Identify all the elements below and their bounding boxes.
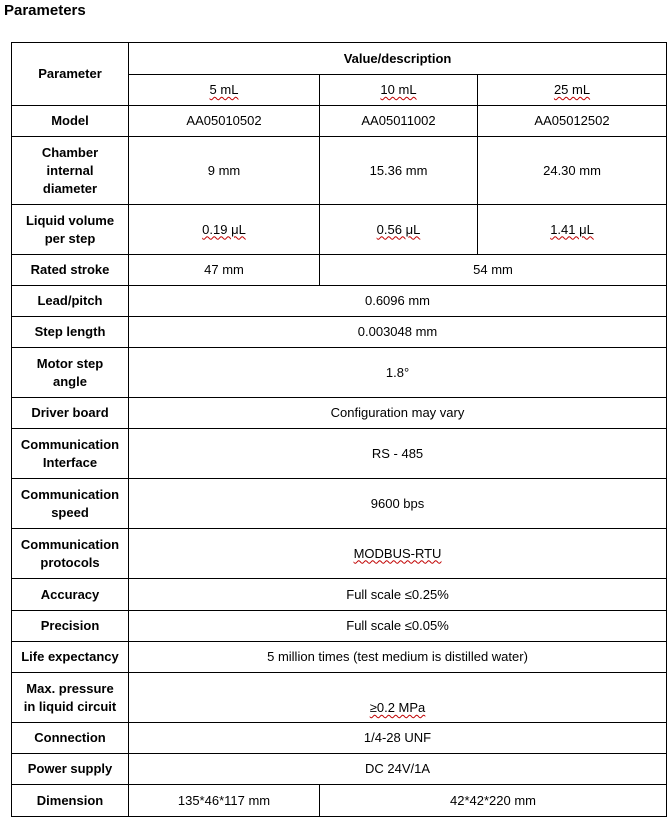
table-row (12, 785, 667, 817)
table-row (12, 286, 667, 317)
table-row (12, 529, 667, 579)
diameter-10ml: 15.36 mm (320, 137, 478, 205)
row-label-step-length: Step length (12, 317, 129, 348)
step-length-value: 0.003048 mm (129, 317, 667, 348)
table-row (12, 723, 667, 754)
stroke-5ml: 47 mm (129, 255, 320, 286)
label-line: Communication (20, 436, 120, 452)
dimension-10-25ml: 42*42*220 mm (320, 785, 667, 817)
pressure-value (129, 673, 667, 723)
model-25ml: AA05012502 (478, 106, 667, 137)
table-row (12, 205, 667, 255)
label-line: in liquid circuit (23, 698, 117, 714)
volume-25ml (478, 205, 667, 255)
row-label-precision: Precision (12, 611, 129, 642)
size-25ml-text: 25 mL (553, 82, 591, 97)
table-row (12, 429, 667, 479)
label-line: Communication (20, 486, 120, 502)
volume-5ml-text: 0.19 μL (202, 221, 246, 237)
table-row (12, 579, 667, 611)
row-label-pressure (12, 673, 129, 723)
label-line: Chamber (41, 144, 99, 160)
label-line: per step (44, 230, 96, 246)
row-label-accuracy: Accuracy (12, 579, 129, 611)
row-label-lead: Lead/pitch (12, 286, 129, 317)
label-line: Max. pressure (26, 680, 114, 696)
table-row (12, 317, 667, 348)
row-label-power: Power supply (12, 754, 129, 785)
interface-value: RS - 485 (129, 429, 667, 479)
size-5ml-text: 5 mL (209, 82, 239, 97)
size-header-25ml (478, 75, 667, 106)
label-line: angle (53, 373, 87, 389)
row-label-volume (12, 205, 129, 255)
diameter-5ml: 9 mm (129, 137, 320, 205)
table-row (12, 255, 667, 286)
protocols-value (129, 529, 667, 579)
lead-value: 0.6096 mm (129, 286, 667, 317)
dimension-5ml: 135*46*117 mm (129, 785, 320, 817)
speed-value: 9600 bps (129, 479, 667, 529)
row-label-driver: Driver board (12, 398, 129, 429)
label-line: Liquid volume (25, 212, 115, 228)
row-label-motor-angle (12, 348, 129, 398)
accuracy-value: Full scale ≤0.25% (129, 579, 667, 611)
header-row (12, 43, 667, 75)
row-label-dimension: Dimension (12, 785, 129, 817)
volume-5ml (129, 205, 320, 255)
motor-angle-value: 1.8° (129, 348, 667, 398)
label-line: Communication (20, 536, 120, 552)
table-row (12, 348, 667, 398)
connection-value: 1/4-28 UNF (129, 723, 667, 754)
table-row (12, 137, 667, 205)
volume-10ml-text: 0.56 μL (376, 221, 421, 237)
row-label-speed (12, 479, 129, 529)
label-line: diameter (42, 180, 98, 196)
label-line: speed (51, 504, 89, 520)
parameters-table (11, 42, 667, 817)
diameter-25ml: 24.30 mm (478, 137, 667, 205)
page-title: Parameters (4, 2, 86, 19)
table-row (12, 611, 667, 642)
pressure-text: ≥0.2 MPa (369, 700, 426, 715)
row-label-stroke: Rated stroke (12, 255, 129, 286)
precision-value: Full scale ≤0.05% (129, 611, 667, 642)
parameter-header: Parameter (12, 43, 129, 106)
power-value: DC 24V/1A (129, 754, 667, 785)
table-row (12, 673, 667, 723)
row-label-life: Life expectancy (12, 642, 129, 673)
table-row (12, 754, 667, 785)
row-label-interface (12, 429, 129, 479)
model-5ml: AA05010502 (129, 106, 320, 137)
row-label-connection: Connection (12, 723, 129, 754)
label-line: Motor step (36, 355, 104, 371)
protocols-text: MODBUS-RTU (353, 545, 442, 561)
table-row (12, 479, 667, 529)
label-line: Interface (42, 454, 98, 470)
label-line: internal (46, 162, 94, 178)
volume-25ml-text: 1.41 μL (550, 221, 594, 237)
row-label-model: Model (12, 106, 129, 137)
table-row (12, 642, 667, 673)
row-label-diameter (12, 137, 129, 205)
volume-10ml (320, 205, 478, 255)
value-description-header: Value/description (129, 43, 667, 75)
size-header-5ml (129, 75, 320, 106)
table-row (12, 398, 667, 429)
row-label-protocols (12, 529, 129, 579)
model-10ml: AA05011002 (320, 106, 478, 137)
table-row (12, 106, 667, 137)
driver-value: Configuration may vary (129, 398, 667, 429)
life-value: 5 million times (test medium is distilled water) (129, 642, 667, 673)
size-10ml-text: 10 mL (380, 82, 417, 97)
stroke-10-25ml: 54 mm (320, 255, 667, 286)
label-line: protocols (40, 554, 100, 570)
size-header-10ml (320, 75, 478, 106)
